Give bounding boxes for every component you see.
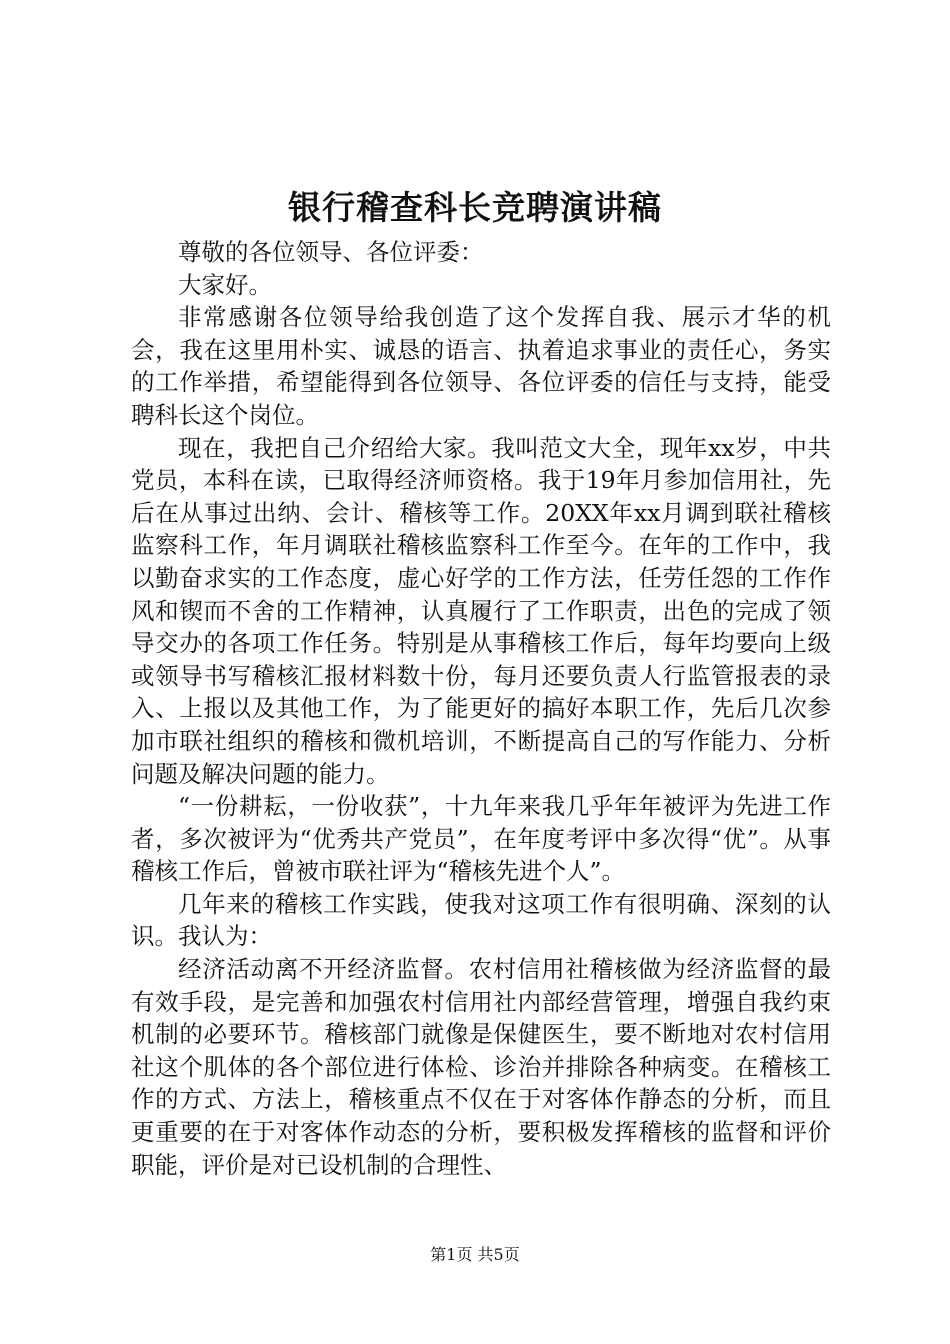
salutation: 尊敬的各位领导、各位评委： — [178, 238, 484, 266]
paragraph-honors: “一份耕耘，一份收获”，十九年来我几乎年年被评为先进工作者，多次被评为“优秀共产党员”，在年度考评中多次得“优”。从事稽核工作后，曾被市联社评为“稽核先进个人”。 — [131, 792, 831, 886]
page-number-footer: 第1页 共5页 — [430, 1245, 520, 1264]
paragraph-economic-supervision: 经济活动离不开经济监督。农村信用社稽核做为经济监督的最有效手段，是完善和加强农村信用社内部经营管理，增强自我约束机制的必要环节。稽核部门就像是保健医生，要不断地对农村信用社这个肌体的各个部位进行体检、诊治并排除各种病变。在稽核工作的方式、方法上，稽核重点不仅在于对客体作静态的分析，而且更重要的在于对客体作动态的分析，要积极发挥稽核的监督和评价职能，评价是对已设机制的合理性、 — [131, 955, 831, 1179]
greeting: 大家好。 — [178, 270, 272, 299]
paragraph-introduction: 现在，我把自己介绍给大家。我叫范文大全，现年xx岁，中共党员，本科在读，已取得经济师资格。我于19年月参加信用社，先后在从事过出纳、会计、稽核等工作。20XX年xx月调到联社稽核监察科工作，年月调联社稽核监察科工作至今。在年的工作中，我以勤奋求实的工作态度，虚心好学的工作方法，任劳任怨的工作作风和锲而不舍的工作精神，认真履行了工作职责，出色的完成了领导交办的各项工作任务。特别是从事稽核工作后，每年均要向上级或领导书写稽核汇报材料数十份，每月还要负责人行监管报表的录入、上报以及其他工作，为了能更好的搞好本职工作，先后几次参加市联社组织的稽核和微机培训，不断提高自己的写作能力、分析问题及解决问题的能力。 — [131, 433, 831, 788]
paragraph-understanding: 几年来的稽核工作实践，使我对这项工作有很明确、深刻的认识。我认为： — [131, 889, 831, 951]
document-title: 银行稽查科长竞聘演讲稿 — [288, 188, 662, 227]
paragraph-thanks: 非常感谢各位领导给我创造了这个发挥自我、展示才华的机会，我在这里用朴实、诚恳的语言、执着追求事业的责任心，务实的工作举措，希望能得到各位领导、各位评委的信任与支持，能受聘科长这个岗位。 — [131, 303, 831, 429]
document-body — [131, 236, 831, 1181]
